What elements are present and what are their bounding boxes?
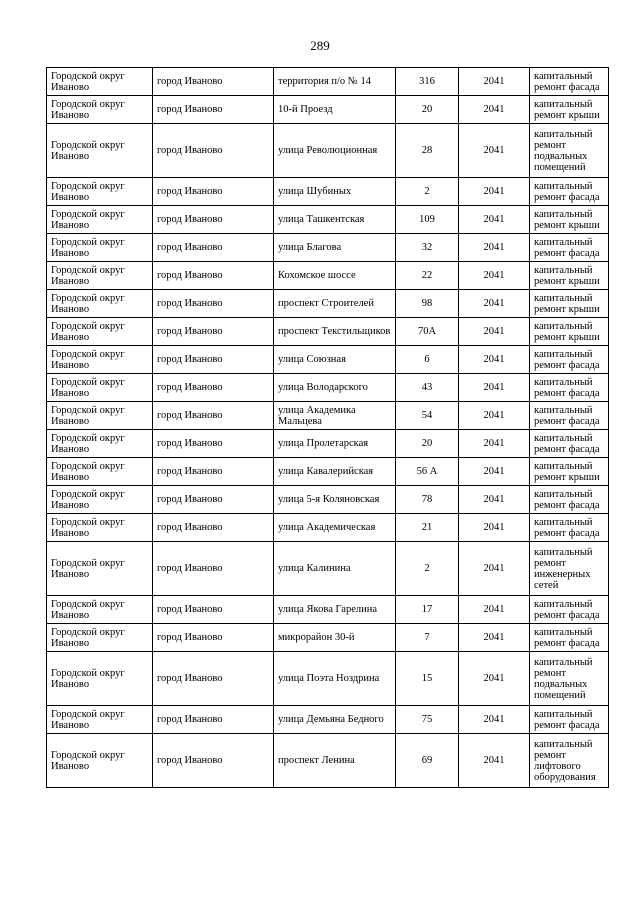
city-cell: город Иваново	[153, 96, 274, 124]
table-row	[47, 706, 609, 734]
street-cell: улица Академическая	[274, 514, 396, 542]
municipal-district-cell: Городской округ Иваново	[47, 178, 153, 206]
year-cell: 2041	[459, 652, 530, 706]
table-row	[47, 206, 609, 234]
municipal-district-cell: Городской округ Иваново	[47, 262, 153, 290]
street-cell: улица 5-я Коляновская	[274, 486, 396, 514]
municipal-district-cell: Городской округ Иваново	[47, 96, 153, 124]
municipal-district-cell: Городской округ Иваново	[47, 346, 153, 374]
municipal-district-cell: Городской округ Иваново	[47, 374, 153, 402]
street-cell: территория п/о № 14	[274, 68, 396, 96]
city-cell: город Иваново	[153, 542, 274, 596]
municipal-district-cell: Городской округ Иваново	[47, 318, 153, 346]
municipal-district-cell: Городской округ Иваново	[47, 596, 153, 624]
house-number-cell: 32	[396, 234, 459, 262]
table-row	[47, 734, 609, 788]
municipal-district-cell: Городской округ Иваново	[47, 734, 153, 788]
work-type-cell: капитальный ремонт крыши	[530, 96, 609, 124]
year-cell: 2041	[459, 374, 530, 402]
municipal-district-cell: Городской округ Иваново	[47, 402, 153, 430]
house-number-cell: 2	[396, 542, 459, 596]
street-cell: проспект Текстильщиков	[274, 318, 396, 346]
street-cell: улица Калинина	[274, 542, 396, 596]
work-type-cell: капитальный ремонт фасада	[530, 68, 609, 96]
municipal-district-cell: Городской округ Иваново	[47, 430, 153, 458]
city-cell: город Иваново	[153, 262, 274, 290]
year-cell: 2041	[459, 124, 530, 178]
table-row	[47, 402, 609, 430]
municipal-district-cell: Городской округ Иваново	[47, 290, 153, 318]
house-number-cell: 17	[396, 596, 459, 624]
year-cell: 2041	[459, 402, 530, 430]
table-row	[47, 96, 609, 124]
city-cell: город Иваново	[153, 374, 274, 402]
year-cell: 2041	[459, 624, 530, 652]
house-number-cell: 109	[396, 206, 459, 234]
municipal-district-cell: Городской округ Иваново	[47, 706, 153, 734]
municipal-district-cell: Городской округ Иваново	[47, 652, 153, 706]
city-cell: город Иваново	[153, 514, 274, 542]
street-cell: улица Благова	[274, 234, 396, 262]
year-cell: 2041	[459, 262, 530, 290]
work-type-cell: капитальный ремонт фасада	[530, 374, 609, 402]
house-number-cell: 20	[396, 96, 459, 124]
table-row	[47, 262, 609, 290]
table-row	[47, 542, 609, 596]
work-type-cell: капитальный ремонт фасада	[530, 346, 609, 374]
municipal-district-cell: Городской округ Иваново	[47, 68, 153, 96]
street-cell: улица Академика Мальцева	[274, 402, 396, 430]
table-row	[47, 430, 609, 458]
work-type-cell: капитальный ремонт фасада	[530, 596, 609, 624]
year-cell: 2041	[459, 234, 530, 262]
municipal-district-cell: Городской округ Иваново	[47, 206, 153, 234]
city-cell: город Иваново	[153, 458, 274, 486]
table-row	[47, 486, 609, 514]
house-number-cell: 15	[396, 652, 459, 706]
house-number-cell: 98	[396, 290, 459, 318]
city-cell: город Иваново	[153, 290, 274, 318]
table-row	[47, 346, 609, 374]
year-cell: 2041	[459, 96, 530, 124]
work-type-cell: капитальный ремонт фасада	[530, 430, 609, 458]
street-cell: улица Володарского	[274, 374, 396, 402]
year-cell: 2041	[459, 706, 530, 734]
table-row	[47, 374, 609, 402]
city-cell: город Иваново	[153, 402, 274, 430]
year-cell: 2041	[459, 318, 530, 346]
city-cell: город Иваново	[153, 124, 274, 178]
year-cell: 2041	[459, 346, 530, 374]
table-row	[47, 652, 609, 706]
year-cell: 2041	[459, 458, 530, 486]
street-cell: проспект Строителей	[274, 290, 396, 318]
street-cell: улица Поэта Ноздрина	[274, 652, 396, 706]
work-type-cell: капитальный ремонт фасада	[530, 624, 609, 652]
year-cell: 2041	[459, 290, 530, 318]
city-cell: город Иваново	[153, 734, 274, 788]
city-cell: город Иваново	[153, 430, 274, 458]
year-cell: 2041	[459, 596, 530, 624]
city-cell: город Иваново	[153, 346, 274, 374]
street-cell: улица Союзная	[274, 346, 396, 374]
house-number-cell: 69	[396, 734, 459, 788]
street-cell: улица Ташкентская	[274, 206, 396, 234]
street-cell: проспект Ленина	[274, 734, 396, 788]
year-cell: 2041	[459, 430, 530, 458]
house-number-cell: 20	[396, 430, 459, 458]
house-number-cell: 28	[396, 124, 459, 178]
house-number-cell: 316	[396, 68, 459, 96]
work-type-cell: капитальный ремонт крыши	[530, 262, 609, 290]
work-type-cell: капитальный ремонт инженерных сетей	[530, 542, 609, 596]
year-cell: 2041	[459, 178, 530, 206]
table-row	[47, 124, 609, 178]
city-cell: город Иваново	[153, 486, 274, 514]
street-cell: улица Революционная	[274, 124, 396, 178]
municipal-district-cell: Городской округ Иваново	[47, 124, 153, 178]
work-type-cell: капитальный ремонт подвальных помещений	[530, 124, 609, 178]
year-cell: 2041	[459, 206, 530, 234]
table-row	[47, 178, 609, 206]
registry-table	[46, 67, 609, 788]
table-row	[47, 596, 609, 624]
municipal-district-cell: Городской округ Иваново	[47, 234, 153, 262]
municipal-district-cell: Городской округ Иваново	[47, 624, 153, 652]
house-number-cell: 7	[396, 624, 459, 652]
municipal-district-cell: Городской округ Иваново	[47, 486, 153, 514]
street-cell: 10-й Проезд	[274, 96, 396, 124]
year-cell: 2041	[459, 68, 530, 96]
work-type-cell: капитальный ремонт крыши	[530, 290, 609, 318]
work-type-cell: капитальный ремонт фасада	[530, 706, 609, 734]
work-type-cell: капитальный ремонт лифтового оборудования	[530, 734, 609, 788]
work-type-cell: капитальный ремонт подвальных помещений	[530, 652, 609, 706]
table-row	[47, 234, 609, 262]
municipal-district-cell: Городской округ Иваново	[47, 542, 153, 596]
house-number-cell: 21	[396, 514, 459, 542]
street-cell: улица Якова Гарелина	[274, 596, 396, 624]
city-cell: город Иваново	[153, 624, 274, 652]
city-cell: город Иваново	[153, 68, 274, 96]
house-number-cell: 43	[396, 374, 459, 402]
table-row	[47, 514, 609, 542]
city-cell: город Иваново	[153, 596, 274, 624]
registry-table-body	[47, 68, 609, 788]
house-number-cell: 22	[396, 262, 459, 290]
year-cell: 2041	[459, 734, 530, 788]
table-row	[47, 624, 609, 652]
work-type-cell: капитальный ремонт фасада	[530, 178, 609, 206]
house-number-cell: 56 А	[396, 458, 459, 486]
work-type-cell: капитальный ремонт фасада	[530, 486, 609, 514]
house-number-cell: 2	[396, 178, 459, 206]
city-cell: город Иваново	[153, 652, 274, 706]
house-number-cell: 75	[396, 706, 459, 734]
house-number-cell: 6	[396, 346, 459, 374]
work-type-cell: капитальный ремонт фасада	[530, 514, 609, 542]
city-cell: город Иваново	[153, 706, 274, 734]
city-cell: город Иваново	[153, 234, 274, 262]
street-cell: улица Пролетарская	[274, 430, 396, 458]
city-cell: город Иваново	[153, 206, 274, 234]
table-row	[47, 290, 609, 318]
house-number-cell: 70А	[396, 318, 459, 346]
house-number-cell: 78	[396, 486, 459, 514]
work-type-cell: капитальный ремонт крыши	[530, 458, 609, 486]
work-type-cell: капитальный ремонт крыши	[530, 318, 609, 346]
street-cell: улица Кавалерийская	[274, 458, 396, 486]
page-number: 289	[310, 38, 330, 53]
street-cell: улица Демьяна Бедного	[274, 706, 396, 734]
work-type-cell: капитальный ремонт крыши	[530, 206, 609, 234]
table-row	[47, 458, 609, 486]
work-type-cell: капитальный ремонт фасада	[530, 234, 609, 262]
street-cell: Кохомское шоссе	[274, 262, 396, 290]
house-number-cell: 54	[396, 402, 459, 430]
year-cell: 2041	[459, 542, 530, 596]
year-cell: 2041	[459, 486, 530, 514]
street-cell: микрорайон 30-й	[274, 624, 396, 652]
city-cell: город Иваново	[153, 178, 274, 206]
municipal-district-cell: Городской округ Иваново	[47, 514, 153, 542]
table-row	[47, 68, 609, 96]
city-cell: город Иваново	[153, 318, 274, 346]
municipal-district-cell: Городской округ Иваново	[47, 458, 153, 486]
street-cell: улица Шубиных	[274, 178, 396, 206]
work-type-cell: капитальный ремонт фасада	[530, 402, 609, 430]
year-cell: 2041	[459, 514, 530, 542]
table-row	[47, 318, 609, 346]
